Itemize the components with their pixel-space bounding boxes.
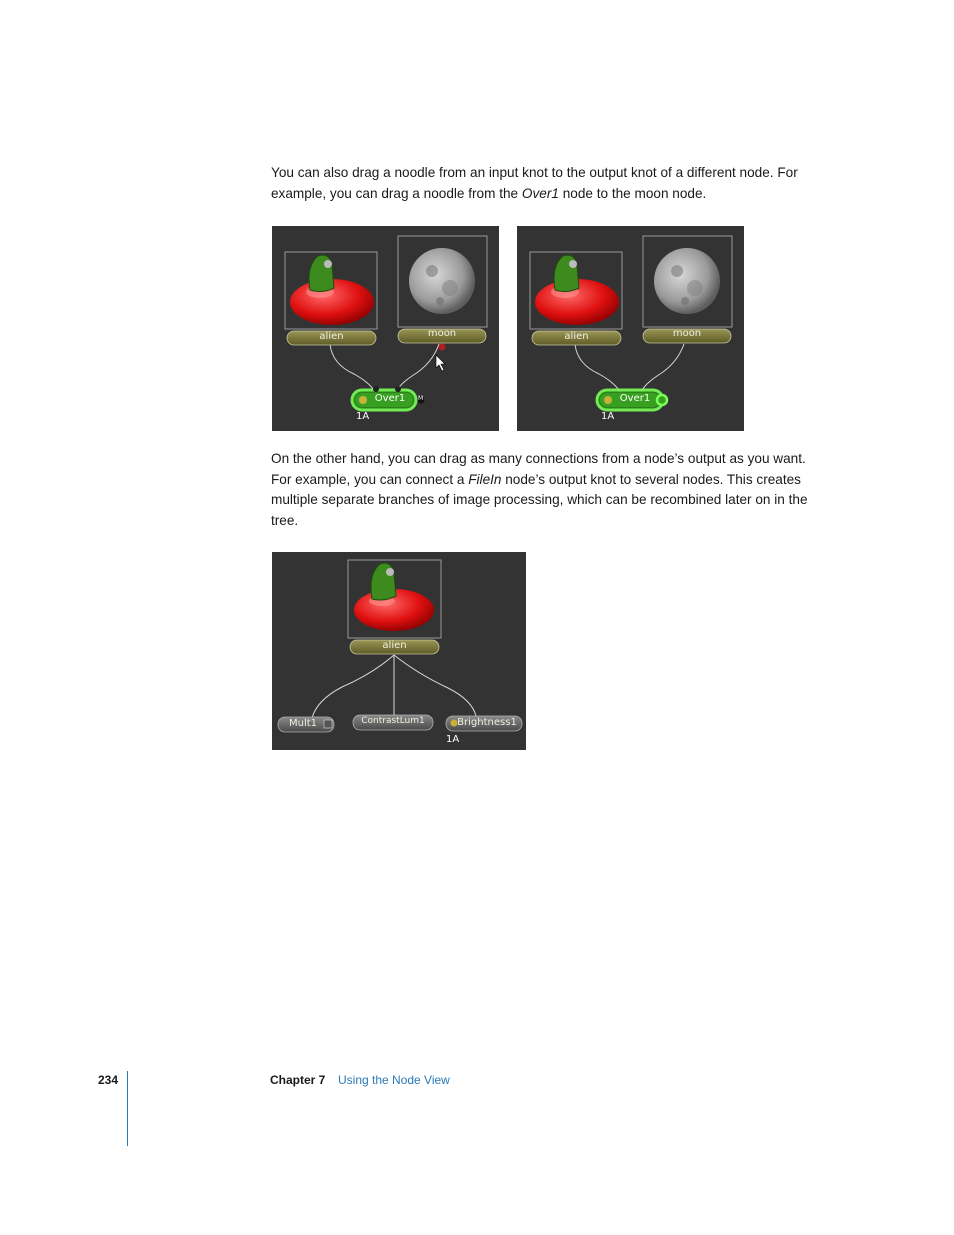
- over1-node[interactable]: [597, 390, 667, 410]
- body-paragraph-2: [271, 449, 826, 531]
- node-label-alien: alien: [564, 331, 589, 342]
- footer-chapter-title: Using the Node View: [338, 1073, 450, 1087]
- mask-knot[interactable]: [657, 395, 667, 405]
- node-label-mult1: Mult1: [288, 718, 318, 729]
- paragraph-italic: Over1: [521, 185, 559, 201]
- node-label-contrastlum1: ContrastLum1: [361, 716, 425, 726]
- node-view-figure-2: [272, 552, 526, 750]
- node-graph-illustration: [272, 226, 499, 431]
- page-number: 234: [98, 1073, 119, 1087]
- node-indicator-icon: [451, 720, 458, 727]
- node-indicator-icon: [359, 396, 367, 404]
- paragraph-text: You can also drag a noodle from an input knot to the output knot of a different node. For example, you can drag a noodle from the: [271, 165, 798, 201]
- paragraph-italic: FileIn: [468, 471, 502, 487]
- node-sublabel: 1A: [601, 411, 615, 422]
- node-label-alien: alien: [319, 331, 344, 342]
- node-mode-icon: [324, 720, 332, 728]
- contrastlum1-node[interactable]: [353, 715, 433, 730]
- node-label-moon: moon: [672, 328, 702, 339]
- node-graph-illustration: [272, 552, 526, 750]
- alien-node[interactable]: [350, 640, 439, 654]
- node-view-figure-1b: [517, 226, 744, 431]
- node-graph-illustration: [517, 226, 744, 431]
- footer-chapter: Chapter 7: [270, 1073, 326, 1087]
- body-paragraph-1: [271, 163, 826, 204]
- moon-node[interactable]: [643, 329, 731, 343]
- node-label-over1: Over1: [374, 393, 406, 404]
- node-view-figure-1a: [272, 226, 499, 431]
- node-indicator-icon: [604, 396, 612, 404]
- node-sublabel: 1A: [446, 734, 460, 745]
- moon-node[interactable]: [398, 329, 486, 343]
- node-sublabel: 1A: [356, 411, 370, 422]
- alien-thumbnail: [285, 252, 377, 329]
- input-knot[interactable]: [395, 386, 401, 392]
- footer-divider: [127, 1071, 128, 1146]
- alien-node[interactable]: [532, 331, 621, 345]
- cursor-arrow-icon: [436, 355, 445, 371]
- alien-thumbnail: [348, 560, 441, 638]
- mask-knot-label: M: [418, 395, 424, 402]
- node-label-brightness1: Brightness1: [457, 717, 517, 728]
- node-label-over1: Over1: [619, 393, 651, 404]
- paragraph-text: node’s output knot to several nodes. This creates multiple separate branches of image processing, which can be recombined later on in the tree.: [271, 471, 808, 528]
- paragraph-text: node to the moon node.: [558, 185, 707, 201]
- moon-thumbnail: [398, 236, 487, 327]
- node-label-moon: moon: [427, 328, 457, 339]
- paragraph-text: On the other hand, you can drag as many connections from a node’s output as you want. For example, you can connect a: [271, 451, 806, 487]
- moon-thumbnail: [643, 236, 732, 327]
- input-knot[interactable]: [373, 386, 379, 392]
- output-knot[interactable]: [439, 344, 446, 351]
- node-label-alien: alien: [382, 640, 407, 651]
- over1-node[interactable]: [352, 386, 425, 410]
- alien-node[interactable]: [287, 331, 376, 345]
- alien-thumbnail: [530, 252, 622, 329]
